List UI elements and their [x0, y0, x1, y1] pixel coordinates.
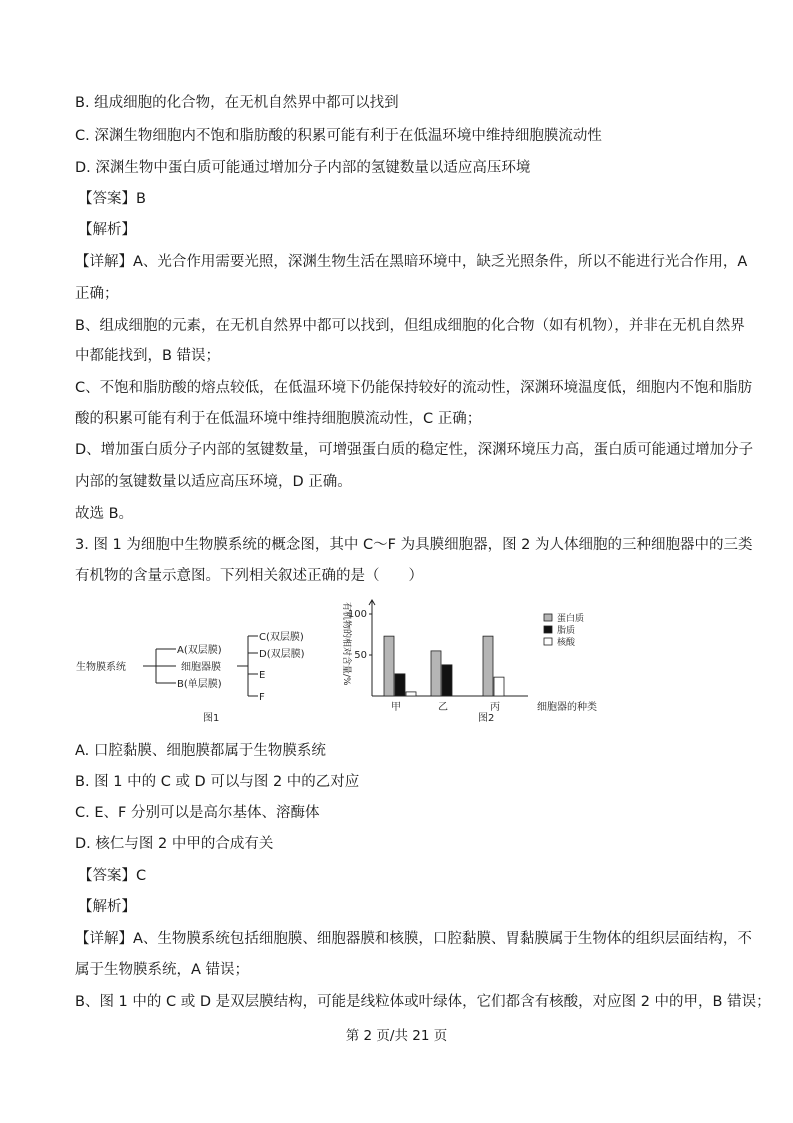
option-b: B. 组成细胞的化合物，在无机自然界中都可以找到 — [75, 95, 399, 111]
x-category-label: 甲 — [391, 702, 401, 713]
legend-swatch — [544, 638, 552, 645]
explanation-line: C、不饱和脂肪酸的熔点较低，在低温环境下仍能保持较好的流动性，深渊环境温度低，细胞内不饱和脂肪 — [75, 380, 753, 396]
question-stem: 3. 图 1 为细胞中生物膜系统的概念图，其中 C～F 为具膜细胞器，图 2 为人体细胞的三种细胞器中的三类 — [75, 537, 753, 553]
y-axis-label: 有机物的相对含量/% — [341, 602, 351, 686]
bar-脂质 — [442, 665, 452, 696]
figure2-bar-chart — [330, 598, 630, 726]
explanation-line: 【详解】A、生物膜系统包括细胞膜、细胞器膜和核膜，口腔黏膜、胃黏膜属于生物体的组织层面结构，不 — [75, 931, 752, 947]
answer-label: 【答案】C — [78, 868, 147, 884]
figure1-concept-map — [72, 622, 342, 727]
analysis-label: 【解析】 — [78, 222, 136, 238]
explanation-line: B、图 1 中的 C 或 D 是双层膜结构，可能是线粒体或叶绿体，它们都含有核酸，对应图 2 中的甲，B 错误； — [75, 994, 771, 1010]
legend-swatch — [544, 614, 552, 621]
legend-swatch — [544, 626, 552, 633]
explanation-line: 内部的氢键数量以适应高压环境，D 正确。 — [75, 474, 352, 490]
legend-label: 脂质 — [557, 626, 576, 636]
concept-organelle-membrane: 细胞器膜 — [181, 662, 221, 673]
x-category-label: 乙 — [438, 702, 448, 713]
bar-脂质 — [395, 674, 405, 696]
concept-e: E — [259, 670, 266, 681]
concept-c: C(双层膜) — [259, 632, 304, 643]
y-tick-label: 100 — [347, 609, 367, 620]
analysis-label: 【解析】 — [78, 899, 136, 915]
x-axis-label: 细胞器的种类 — [537, 702, 597, 713]
conclusion-line: 故选 B。 — [75, 506, 134, 522]
option-c: C. 深渊生物细胞内不饱和脂肪酸的积累可能有利于在低温环境中维持细胞膜流动性 — [75, 128, 602, 144]
option-a: A. 口腔黏膜、细胞膜都属于生物膜系统 — [75, 743, 326, 759]
bar-蛋白质 — [384, 636, 394, 696]
explanation-line: 【详解】A、光合作用需要光照，深渊生物生活在黑暗环境中，缺乏光照条件，所以不能进行光合作用，A — [75, 254, 748, 270]
legend-label: 核酸 — [557, 638, 576, 648]
figure2-caption: 图2 — [478, 713, 495, 724]
question-stem: 有机物的含量示意图。下列相关叙述正确的是（ ） — [75, 568, 423, 584]
concept-a: A(双层膜) — [177, 645, 222, 656]
option-c: C. E、F 分别可以是高尔基体、溶酶体 — [75, 805, 320, 821]
bar-蛋白质 — [483, 636, 493, 696]
bar-蛋白质 — [431, 651, 441, 696]
option-d: D. 核仁与图 2 中甲的合成有关 — [75, 836, 274, 852]
explanation-line: 正确； — [75, 286, 119, 302]
concept-f: F — [259, 692, 265, 703]
option-b: B. 图 1 中的 C 或 D 可以与图 2 中的乙对应 — [75, 774, 360, 790]
y-tick-label: 50 — [354, 650, 367, 661]
x-category-label: 丙 — [490, 702, 500, 713]
explanation-line: 酸的积累可能有利于在低温环境中维持细胞膜流动性，C 正确； — [75, 411, 482, 427]
figure1-caption: 图1 — [203, 713, 220, 724]
option-d: D. 深渊生物中蛋白质可能通过增加分子内部的氢键数量以适应高压环境 — [75, 160, 531, 176]
explanation-line: D、增加蛋白质分子内部的氢键数量，可增强蛋白质的稳定性，深渊环境压力高，蛋白质可能通过增加分子 — [75, 442, 754, 458]
answer-label: 【答案】B — [78, 191, 146, 207]
concept-root: 生物膜系统 — [76, 662, 126, 673]
bar-核酸 — [406, 692, 416, 696]
concept-d: D(双层膜) — [259, 649, 305, 660]
explanation-line: 中都能找到，B 错误； — [75, 348, 221, 364]
legend-label: 蛋白质 — [557, 614, 585, 624]
bar-核酸 — [494, 677, 504, 696]
concept-b: B(单层膜) — [177, 679, 222, 690]
explanation-line: B、组成细胞的元素，在无机自然界中都可以找到，但组成细胞的化合物（如有机物），并非在无机自然界 — [75, 318, 745, 334]
page-footer: 第 2 页/共 21 页 — [345, 1028, 448, 1044]
explanation-line: 属于生物膜系统，A 错误； — [75, 962, 250, 978]
